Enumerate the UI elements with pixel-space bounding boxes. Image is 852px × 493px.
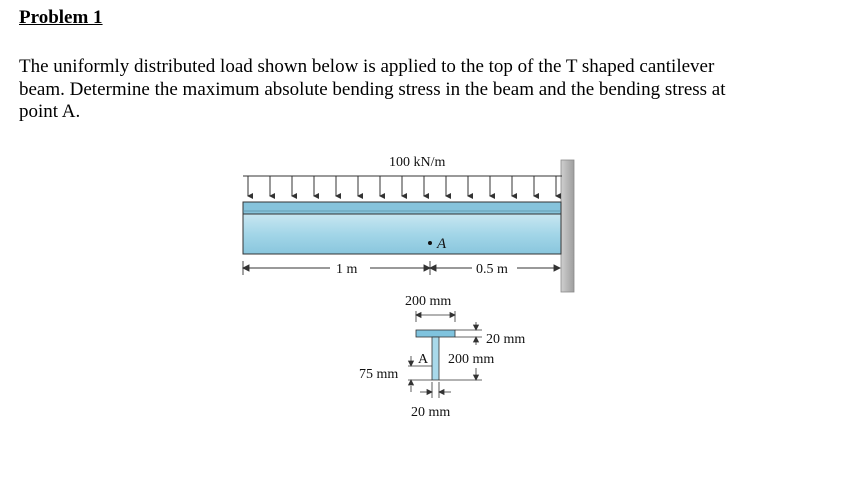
web-thickness-dim: [420, 382, 451, 398]
point-a-dot: [428, 241, 432, 245]
web-height-label: 200 mm: [448, 352, 495, 367]
flange-thickness-dim: [455, 322, 482, 345]
span-dimension: [243, 261, 560, 275]
span-right-label: 0.5 m: [476, 262, 508, 277]
section-web: [432, 337, 439, 380]
point-a-offset-label: 75 mm: [359, 367, 399, 382]
statement-line: beam. Determine the maximum absolute bending stress in the beam and the bending stress at: [19, 78, 726, 100]
statement-line: point A.: [19, 101, 81, 122]
wall-support: [561, 160, 574, 292]
flange-width-label: 200 mm: [405, 294, 452, 309]
point-a-label: A: [437, 236, 447, 252]
statement-line: The uniformly distributed load shown below is applied to the top of the T shaped cantilever: [19, 56, 715, 77]
beam-flange: [243, 202, 561, 214]
load-label: 100 kN/m: [389, 155, 446, 170]
problem-heading: Problem 1: [19, 7, 103, 28]
section-flange: [416, 330, 455, 337]
flange-width-dim: [416, 311, 455, 322]
beam-web: [243, 214, 561, 254]
web-thickness-label: 20 mm: [411, 405, 451, 420]
flange-thickness-label: 20 mm: [486, 332, 526, 347]
section-point-a-label: A: [418, 352, 429, 367]
load-arrows: [248, 176, 556, 196]
web-height-dim: [439, 368, 482, 380]
span-left-label: 1 m: [336, 262, 358, 277]
